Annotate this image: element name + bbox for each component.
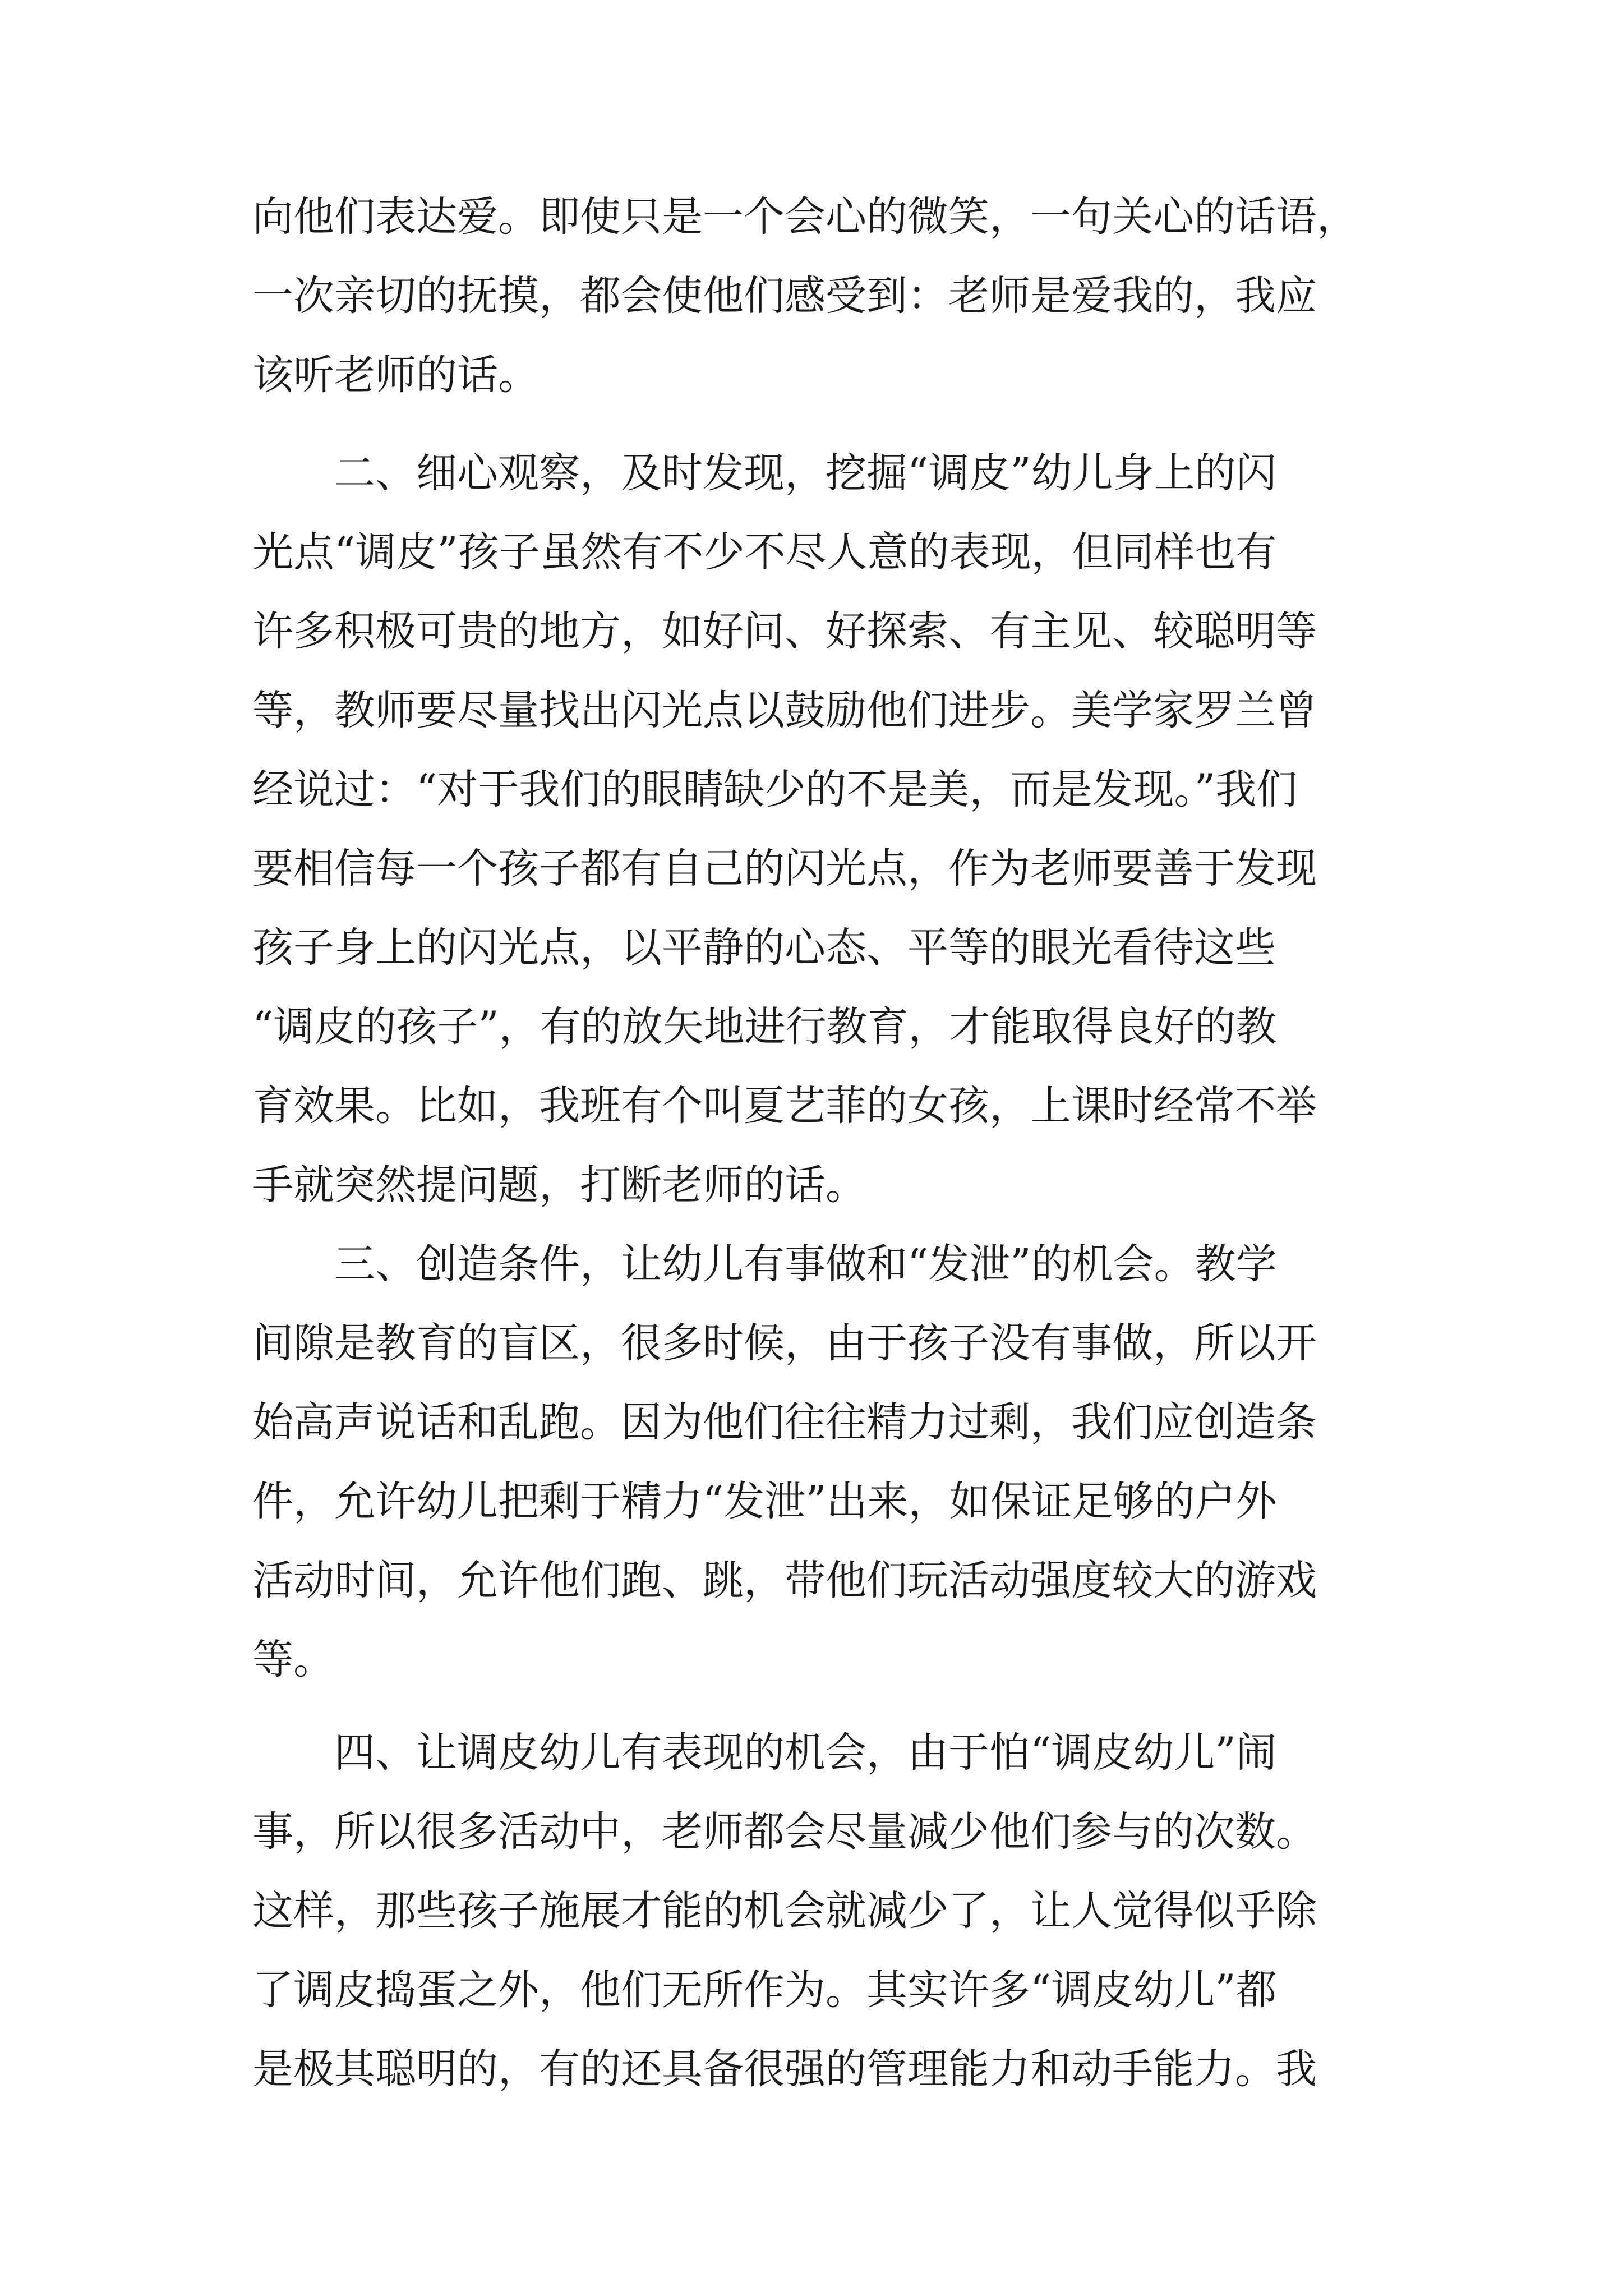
text-line: 育效果。比如，我班有个叫夏艺菲的女孩，上课时经常不举 [252,1082,1317,1130]
text-line: 了调皮捣蛋之外，他们无所作为。其实许多“调皮幼儿”都 [252,1966,1277,2014]
text-line: 手就突然提问题，打断老师的话。 [252,1161,866,1209]
text-line: 二、细心观察，及时发现，挖掘“调皮”幼儿身上的闪 [252,449,1277,497]
text-line: 这样，那些孩子施展才能的机会就减少了，让人觉得似乎除 [252,1887,1317,1935]
text-line: 四、让调皮幼儿有表现的机会，由于怕“调皮幼儿”闹 [252,1729,1277,1777]
text-line: 光点“调皮”孩子虽然有不少不尽人意的表现，但同样也有 [252,528,1277,576]
text-line: 事，所以很多活动中，老师都会尽量减少他们参与的次数。 [252,1808,1317,1856]
text-line: 活动时间，允许他们跑、跳，带他们玩活动强度较大的游戏 [252,1557,1317,1604]
text-line: 一次亲切的抚摸，都会使他们感受到：老师是爱我的，我应 [252,272,1317,320]
text-line: 件，允许幼儿把剩于精力“发泄”出来，如保证足够的户外 [252,1478,1277,1525]
text-line: “调皮的孩子”，有的放矢地进行教育，才能取得良好的教 [252,1003,1277,1051]
text-line: 孩子身上的闪光点，以平静的心态、平等的眼光看待这些 [252,924,1276,972]
text-line: 等。 [252,1636,334,1683]
text-line: 始高声说话和乱跑。因为他们往往精力过剩，我们应创造条 [252,1398,1317,1446]
text-line: 许多积极可贵的地方，如好问、好探索、有主见、较聪明等 [252,608,1317,655]
text-line: 经说过：“对于我们的眼睛缺少的不是美，而是发现。”我们 [252,766,1298,813]
text-line: 向他们表达爱。即使只是一个会心的微笑，一句关心的话语， [252,193,1358,241]
text-line: 要相信每一个孩子都有自己的闪光点，作为老师要善于发现 [252,845,1317,892]
text-line: 是极其聪明的，有的还具备很强的管理能力和动手能力。我 [252,2045,1317,2093]
text-line: 该听老师的话。 [252,351,539,399]
text-line: 等，教师要尽量找出闪光点以鼓励他们进步。美学家罗兰曾 [252,687,1317,734]
text-line: 间隙是教育的盲区，很多时候，由于孩子没有事做，所以开 [252,1319,1317,1367]
text-line: 三、创造条件，让幼儿有事做和“发泄”的机会。教学 [252,1240,1277,1288]
